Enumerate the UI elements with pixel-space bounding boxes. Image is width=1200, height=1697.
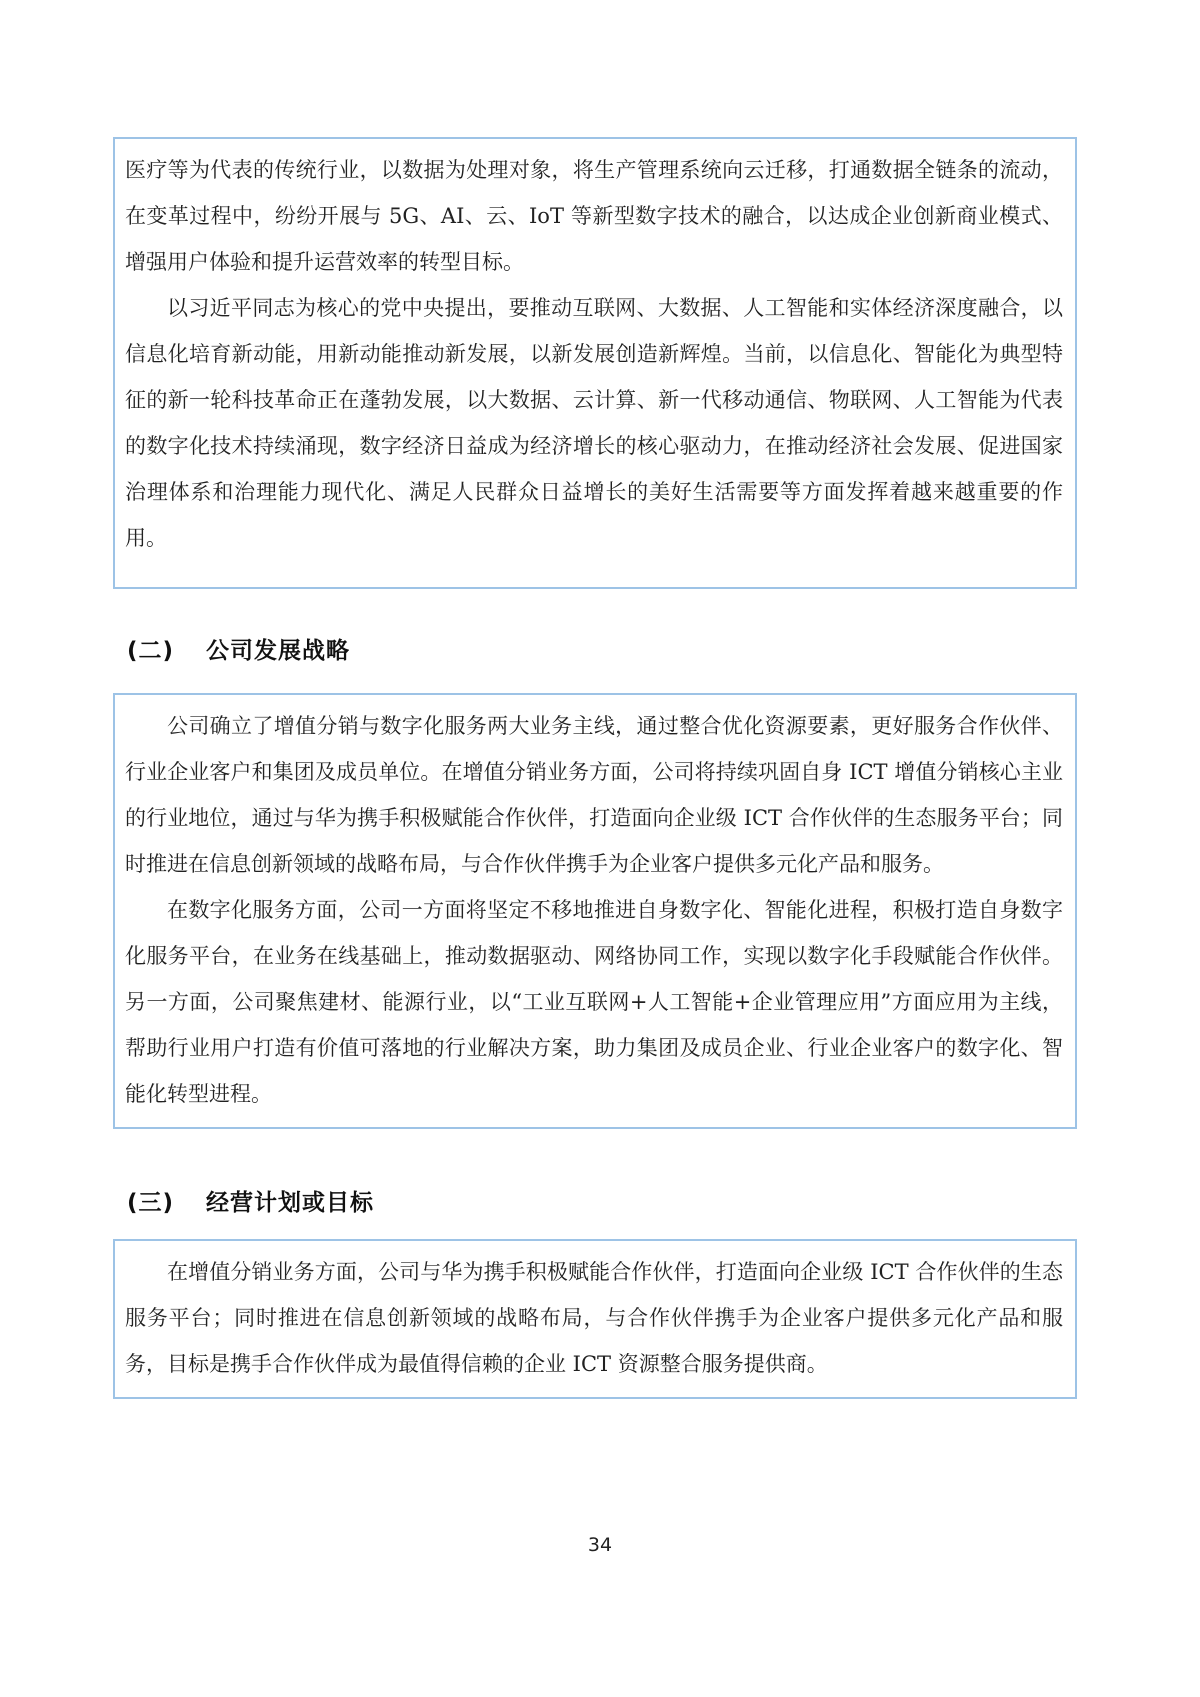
heading-title: 经营计划或目标 [206, 1190, 375, 1216]
text-box-digital-transformation [113, 137, 1077, 589]
heading-number: (三) [127, 1190, 175, 1216]
paragraph: 公司确立了增值分销与数字化服务两大业务主线，通过整合优化资源要素，更好服务合作伙伴、行业企业客户和集团及成员单位。在增值分销业务方面，公司将持续巩固自身 ICT 增值分销核心主业的行业地位，通过与华为携手积极赋能合作伙伴，打造面向企业级 ICT 合作伙伴的生态服务平台；同时推进在信息创新领域的战略布局，与合作伙伴携手为企业客户提供多元化产品和服务。 [125, 714, 1063, 876]
paragraph: 在数字化服务方面，公司一方面将坚定不移地推进自身数字化、智能化进程，积极打造自身数字化服务平台，在业务在线基础上，推动数据驱动、网络协同工作，实现以数字化手段赋能合作伙伴。另一方面，公司聚焦建材、能源行业，以“工业互联网+人工智能+企业管理应用”方面应用为主线，帮助行业用户打造有价值可落地的行业解决方案，助力集团及成员企业、行业企业客户的数字化、智能化转型进程。 [125, 898, 1063, 1106]
heading-number: (二) [127, 638, 175, 664]
page-footer [0, 1534, 1200, 1556]
text-box-company-strategy [113, 693, 1077, 1129]
text-box-business-plan [113, 1239, 1077, 1399]
paragraph: 在增值分销业务方面，公司与华为携手积极赋能合作伙伴，打造面向企业级 ICT 合作伙伴的生态服务平台；同时推进在信息创新领域的战略布局，与合作伙伴携手为企业客户提供多元化产品和服务，目标是携手合作伙伴成为最值得信赖的企业 ICT 资源整合服务提供商。 [125, 1260, 1063, 1376]
heading-title: 公司发展战略 [206, 638, 351, 664]
paragraph-continuation: 医疗等为代表的传统行业，以数据为处理对象，将生产管理系统向云迁移，打通数据全链条的流动，在变革过程中，纷纷开展与 5G、AI、云、IoT 等新型数字技术的融合，以达成企业创新商业模式、增强用户体验和提升运营效率的转型目标。 [125, 158, 1063, 274]
section-heading-company-strategy [127, 632, 350, 665]
paragraph: 以习近平同志为核心的党中央提出，要推动互联网、大数据、人工智能和实体经济深度融合，以信息化培育新动能，用新动能推动新发展，以新发展创造新辉煌。当前，以信息化、智能化为典型特征的新一轮科技革命正在蓬勃发展，以大数据、云计算、新一代移动通信、物联网、人工智能为代表的数字化技术持续涌现，数字经济日益成为经济增长的核心驱动力，在推动经济社会发展、促进国家治理体系和治理能力现代化、满足人民群众日益增长的美好生活需要等方面发挥着越来越重要的作用。 [125, 296, 1063, 550]
page-number: 34 [587, 1534, 613, 1556]
section-heading-business-plan [127, 1184, 374, 1217]
